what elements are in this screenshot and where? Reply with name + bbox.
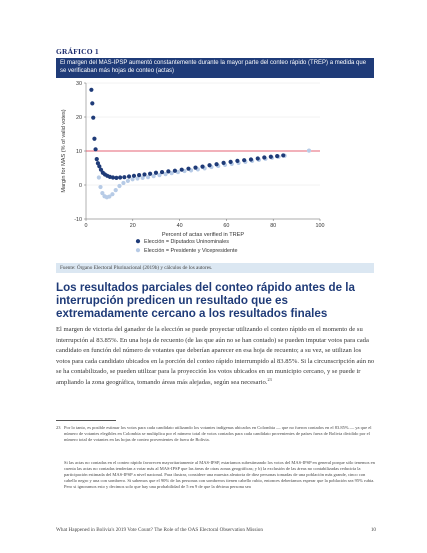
scatter-chart	[56, 79, 374, 259]
footnote-divider	[56, 420, 116, 421]
data-point	[137, 173, 141, 177]
data-point	[98, 185, 102, 189]
data-point	[92, 137, 96, 141]
data-point	[235, 159, 239, 163]
footer-title: What Happened in Bolivia's 2019 Vote Count? The Role of the OAS Electoral Observation Mission	[56, 527, 263, 533]
x-tick-label: 0	[84, 223, 88, 229]
data-point	[91, 116, 95, 120]
data-point	[193, 166, 197, 170]
figure-source: Fuente: Órgano Electoral Plurinacional (2019b) y cálculos de los autores.	[56, 263, 374, 273]
data-point	[114, 176, 118, 180]
data-point	[152, 174, 156, 178]
data-point	[154, 171, 158, 175]
data-point	[132, 174, 136, 178]
y-axis-label: Margin for MAS (% of valid votes)	[61, 109, 67, 193]
x-tick-label: 20	[129, 223, 136, 229]
page-number: 10	[370, 527, 376, 533]
footnote-continued-text: Si las actas no contadas en el conteo rápido favorecen mayoritariamente al MAS-IPSP, estaríamos subestimando los votos del MAS-IPSP en general porque sólo tenemos en cuenta las actas no contadas tenderían a votar más al MAS-IPSP que las áreas de otras zonas geográficas; y b) la exclusión de las áreas no contabilizadas reduciría la participación estimada del MAS-IPSP a nivel nacional. Para ilustrar, considere una muestra aleatoria de diez personas tomadas de una población más grande, cinco con cabello negro y una con sombrero. Si sabemos que el 90% de las personas con sombreros tienen cabello rubio, entonces deberíamos esperar que la población sea 95% rubia. Pero si ignoramos esto y decimos solo que hay una probabilidad de 5 en 9 de que la décima persona sea	[64, 460, 375, 489]
data-point	[214, 162, 218, 166]
data-point	[114, 188, 118, 192]
data-point	[262, 155, 266, 159]
x-tick-label: 60	[223, 223, 230, 229]
data-point	[95, 157, 99, 161]
data-point	[275, 154, 279, 158]
data-point	[221, 161, 225, 165]
data-point	[166, 169, 170, 173]
data-point	[122, 175, 126, 179]
section-heading: Los resultados parciales del conteo rápido antes de la interrupción predicen un resultado que es extremadamente cercano a los resultados finales	[56, 281, 355, 321]
y-tick-label: 20	[76, 114, 82, 121]
data-point	[97, 175, 101, 179]
body-paragraph-text: El margen de victoria del ganador de la elección se puede proyectar utilizando el conteo rápido en el momento de su interrupción al 83.85%. En una hoja de recuento (de las que aún no se han contado) se pueden imputar votos para cada candidato en función del número de votantes que deberían aparecer en esa hoja de recuento; a su vez, se utilizan los votos para cada candidato ubicados en la porción del conteo rápido interrumpido al 83.85%. Si la circunscripción aún no se ha contabilizado, se pueden utilizar para la proyección los votos ubicados en un municipio cercano, y se puede ir ampliando la zona geográfica, tomando áreas más alejadas, según sea necesario.	[56, 326, 375, 386]
data-point	[229, 160, 233, 164]
footnote-reference[interactable]: 23	[267, 376, 272, 382]
footnote-number: 23	[56, 425, 61, 430]
data-point	[160, 170, 164, 174]
data-point	[93, 147, 97, 151]
y-tick-label: 30	[76, 80, 82, 87]
data-point	[307, 149, 311, 153]
figure-label: GRÁFICO 1	[56, 47, 99, 56]
data-point	[200, 165, 204, 169]
data-point	[142, 172, 146, 176]
data-point	[118, 175, 122, 179]
data-point	[127, 174, 131, 178]
data-point	[207, 163, 211, 167]
footnote-23	[56, 425, 376, 443]
x-tick-label: 80	[270, 223, 277, 229]
legend-marker	[136, 239, 140, 243]
y-tick-label: 0	[79, 182, 82, 189]
legend-marker	[136, 248, 140, 252]
x-tick-label: 100	[315, 223, 325, 229]
data-point	[242, 158, 246, 162]
data-point	[180, 168, 184, 172]
data-point	[173, 169, 177, 173]
data-point	[269, 155, 273, 159]
data-point	[126, 179, 130, 183]
data-point	[110, 192, 114, 196]
data-point	[249, 157, 253, 161]
legend-label: Elección = Diputados Uninominales	[144, 239, 229, 245]
x-axis-label: Percent of actas verified in TREP	[161, 232, 245, 238]
footnote-text: Por lo tanto, es posible estimar los votos para cada candidato utilizando los votantes indígenas ubicados en Colombia — que no fueron contados en el 83.85% — ya que el número de votantes elegibles en Colombia se multiplica por el número total de votos contados para cada candidato provenientes de países fuera de Bolivia dividido por el número total de votantes en las hojas de conteo provenientes de fuera de Bolivia.	[64, 425, 372, 442]
figure-caption: El margen del MAS-IPSP aumentó constantemente durante la mayor parte del conteo rápido (TREP) a medida que se verificaban más hojas de conteo (actas)	[56, 58, 374, 78]
body-paragraph	[56, 325, 376, 389]
y-tick-label: 10	[76, 148, 82, 155]
data-point	[186, 167, 190, 171]
data-point	[90, 101, 94, 105]
page-footer	[56, 527, 376, 533]
data-point	[256, 156, 260, 160]
data-point	[117, 184, 121, 188]
data-point	[148, 172, 152, 176]
data-point	[121, 181, 125, 185]
legend-label: Elección = Presidente y Vicepresidente	[144, 248, 238, 254]
data-point	[89, 88, 93, 92]
data-point	[281, 153, 285, 157]
x-tick-label: 40	[176, 223, 183, 229]
y-tick-label: -10	[74, 216, 82, 223]
